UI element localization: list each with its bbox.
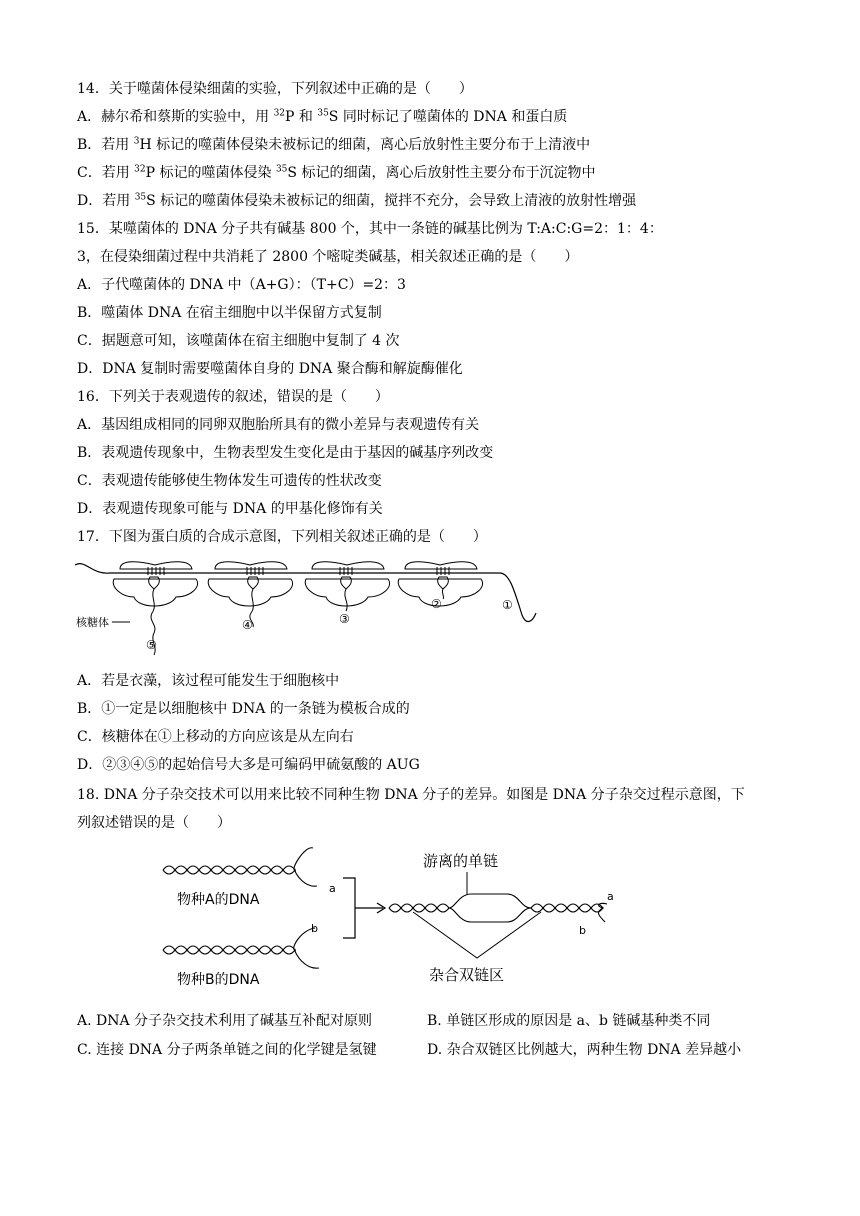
hybrid-region-pointer [413, 912, 541, 958]
q14-option-c: C．若用 $^{32}$P 标记的噬菌体侵染 $^{35}$S 标记的细菌，离心后放射性主要分布于沉淀物中 [77, 164, 596, 181]
marker-4: ④ [242, 618, 253, 632]
q16-option-b: B．表观遗传现象中，生物表型发生变化是由于基因的碱基序列改变 [77, 445, 494, 461]
marker-5: ⑤ [146, 638, 157, 652]
q14-option-a: A．赫尔希和蔡斯的实验中，用 $^{32}$P 和 $^{35}$S 同时标记了噬菌体的 DNA 和蛋白质 [77, 108, 568, 125]
dna-hybridization-figure [155, 840, 625, 990]
hybrid-region-label: 杂合双链区 [429, 966, 505, 984]
q16-stem: 16．下列关于表观遗传的叙述，错误的是（ ） [77, 389, 389, 405]
q18-option-d: D. 杂合双链区比例越大，两种生物 DNA 差异越小 [427, 1042, 742, 1058]
q15-stem-line2: 3，在侵染细菌过程中共消耗了 2800 个嘧啶类碱基，相关叙述正确的是（ ） [77, 249, 579, 265]
q16-option-d: D．表观遗传现象可能与 DNA 的甲基化修饰有关 [77, 501, 383, 517]
species-a-helix [163, 848, 317, 886]
marker-1: ① [502, 598, 513, 612]
q16-option-c: C．表观遗传能够使生物体发生可遗传的性状改变 [77, 473, 382, 489]
hybrid-strand-b-label: b [579, 924, 586, 937]
q18-option-c: C. 连接 DNA 分子两条单链之间的化学键是氢键 [77, 1042, 377, 1058]
q14-stem: 14．关于噬菌体侵染细菌的实验，下列叙述中正确的是（ ） [77, 81, 473, 97]
strand-b-label: b [311, 922, 318, 935]
q14-option-d: D．若用 $^{35}$S 标记的噬菌体侵染未被标记的细菌，搅拌不充分，会导致上清液的放射性增强 [77, 192, 637, 209]
q15-option-c: C．据题意可知，该噬菌体在宿主细胞中复制了 4 次 [77, 333, 400, 349]
q17-option-b: B．①一定是以细胞核中 DNA 的一条链为模板合成的 [77, 701, 410, 717]
species-b-helix [163, 928, 319, 968]
marker-2: ② [431, 597, 442, 611]
q15-option-a: A．子代噬菌体的 DNA 中（A+G）：（T+C）=2：3 [77, 277, 406, 293]
q18-option-a: A. DNA 分子杂交技术利用了碱基互补配对原则 [77, 1013, 373, 1029]
q18-stem-line1: 18. DNA 分子杂交技术可以用来比较不同种生物 DNA 分子的差异。如图是 DNA 分子杂交过程示意图，下 [77, 787, 745, 803]
q17-option-a: A．若是衣藻，该过程可能发生于细胞核中 [77, 673, 340, 689]
q14-option-b: B．若用 $^3$H 标记的噬菌体侵染未被标记的细菌，离心后放射性主要分布于上清液中 [77, 136, 591, 153]
q18-stem-line2: 列叙述错误的是（ ） [77, 815, 231, 831]
ribosome-3 [305, 562, 389, 611]
q18-option-b: B. 单链区形成的原因是 a、b 链碱基种类不同 [427, 1013, 711, 1029]
q17-option-d: D．②③④⑤的起始信号大多是可编码甲硫氨酸的 AUG [77, 757, 420, 773]
ribosome-label: 核糖体 [76, 616, 109, 629]
q15-option-d: D．DNA 复制时需要噬菌体自身的 DNA 聚合酶和解旋酶催化 [77, 361, 463, 377]
protein-synthesis-figure [70, 553, 540, 663]
marker-3: ③ [339, 612, 350, 626]
q15-stem-line1: 15．某噬菌体的 DNA 分子共有碱基 800 个，其中一条链的碱基比例为 T:A:C:G=2：1：4： [77, 221, 663, 237]
bracket [343, 878, 355, 938]
strand-a-label: a [329, 882, 336, 895]
q17-stem: 17．下图为蛋白质的合成示意图，下列相关叙述正确的是（ ） [77, 529, 487, 545]
q17-option-c: C．核糖体在①上移动的方向应该是从左向右 [77, 729, 354, 745]
species-b-label: 物种B的DNA [177, 972, 260, 988]
hybrid-strand-a-label: a [607, 890, 614, 903]
single-strand-label: 游离的单链 [423, 852, 499, 870]
q16-option-a: A．基因组成相同的同卵双胞胎所具有的微小差异与表观遗传有关 [77, 417, 480, 433]
species-a-label: 物种A的DNA [177, 892, 260, 908]
q15-option-b: B．噬菌体 DNA 在宿主细胞中以半保留方式复制 [77, 305, 382, 321]
